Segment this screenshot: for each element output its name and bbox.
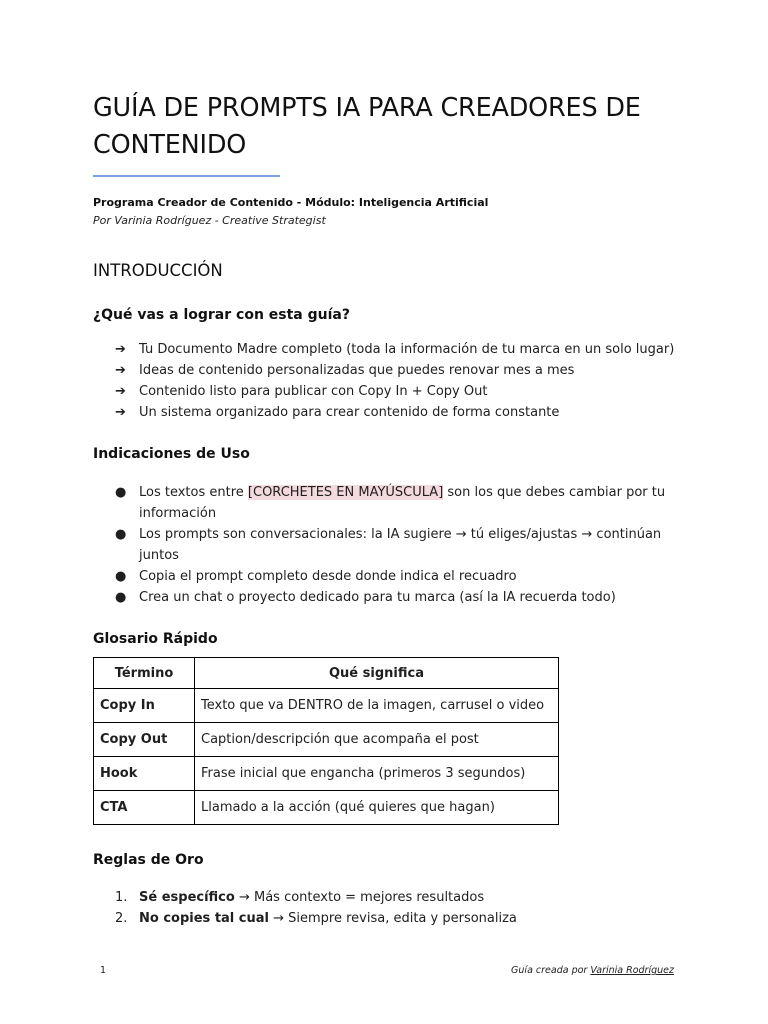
list-item: ● Los textos entre [CORCHETES EN MAYÚSCULA] son los que debes cambiar por tu información bbox=[93, 482, 683, 524]
list-item: ➔ Ideas de contenido personalizadas que puedes renovar mes a mes bbox=[93, 360, 683, 381]
rule-number: 1. bbox=[115, 890, 128, 905]
goals-list bbox=[93, 339, 683, 423]
table-row bbox=[94, 791, 559, 825]
list-item: 1. Sé específico → Más contexto = mejores resultados bbox=[93, 887, 683, 908]
term-cell: Copy In bbox=[94, 689, 195, 723]
rules-list bbox=[93, 887, 683, 929]
rules-heading: Reglas de Oro bbox=[93, 852, 204, 868]
list-item: ● Los prompts son conversacionales: la IA sugiere → tú eliges/ajustas → continúan juntos bbox=[93, 524, 683, 566]
bullet-dot-icon: ● bbox=[115, 569, 127, 584]
bullet-dot-icon: ● bbox=[115, 527, 127, 542]
usage-heading: Indicaciones de Uso bbox=[93, 446, 250, 462]
glossary-table bbox=[93, 657, 559, 825]
bullet-dot-icon: ● bbox=[115, 485, 127, 500]
list-item: 2. No copies tal cual → Siempre revisa, edita y personaliza bbox=[93, 908, 683, 929]
placeholder-highlight: [CORCHETES EN MAYÚSCULA] bbox=[247, 485, 444, 500]
arrow-right-icon: ➔ bbox=[115, 342, 126, 357]
term-cell: Copy Out bbox=[94, 723, 195, 757]
meaning-cell: Texto que va DENTRO de la imagen, carrusel o video bbox=[195, 689, 559, 723]
meaning-cell: Llamado a la acción (qué quieres que hagan) bbox=[195, 791, 559, 825]
goals-heading: ¿Qué vas a lograr con esta guía? bbox=[93, 307, 350, 323]
page-number: 1 bbox=[100, 965, 107, 976]
program-subtitle: Programa Creador de Contenido - Módulo: Inteligencia Artificial bbox=[93, 196, 489, 209]
section-heading-introduccion: INTRODUCCIÓN bbox=[93, 261, 223, 280]
usage-list bbox=[93, 482, 683, 608]
list-item: ➔ Un sistema organizado para crear contenido de forma constante bbox=[93, 402, 683, 423]
meaning-cell: Caption/descripción que acompaña el post bbox=[195, 723, 559, 757]
table-row bbox=[94, 723, 559, 757]
column-header-meaning: Qué significa bbox=[195, 658, 559, 689]
arrow-right-icon: ➔ bbox=[115, 405, 126, 420]
meaning-cell: Frase inicial que engancha (primeros 3 segundos) bbox=[195, 757, 559, 791]
author-link[interactable]: Varinia Rodríguez bbox=[590, 965, 674, 976]
list-item: ➔ Tu Documento Madre completo (toda la información de tu marca en un solo lugar) bbox=[93, 339, 683, 360]
arrow-right-icon: ➔ bbox=[115, 384, 126, 399]
term-cell: CTA bbox=[94, 791, 195, 825]
bullet-dot-icon: ● bbox=[115, 590, 127, 605]
footer-credit: Guía creada por Varinia Rodríguez bbox=[511, 965, 674, 976]
list-item: ➔ Contenido listo para publicar con Copy In + Copy Out bbox=[93, 381, 683, 402]
term-cell: Hook bbox=[94, 757, 195, 791]
column-header-term: Término bbox=[94, 658, 195, 689]
table-header-row bbox=[94, 658, 559, 689]
rule-number: 2. bbox=[115, 911, 128, 926]
glossary-heading: Glosario Rápido bbox=[93, 631, 218, 647]
author-byline: Por Varinia Rodríguez - Creative Strategist bbox=[93, 214, 326, 227]
table-row bbox=[94, 689, 559, 723]
list-item: ● Crea un chat o proyecto dedicado para tu marca (así la IA recuerda todo) bbox=[93, 587, 683, 608]
list-item: ● Copia el prompt completo desde donde indica el recuadro bbox=[93, 566, 683, 587]
arrow-right-icon: ➔ bbox=[115, 363, 126, 378]
table-row bbox=[94, 757, 559, 791]
document-title: GUÍA DE PROMPTS IA PARA CREADORES DE CONTENIDO bbox=[93, 93, 641, 160]
title-underline bbox=[93, 175, 280, 177]
